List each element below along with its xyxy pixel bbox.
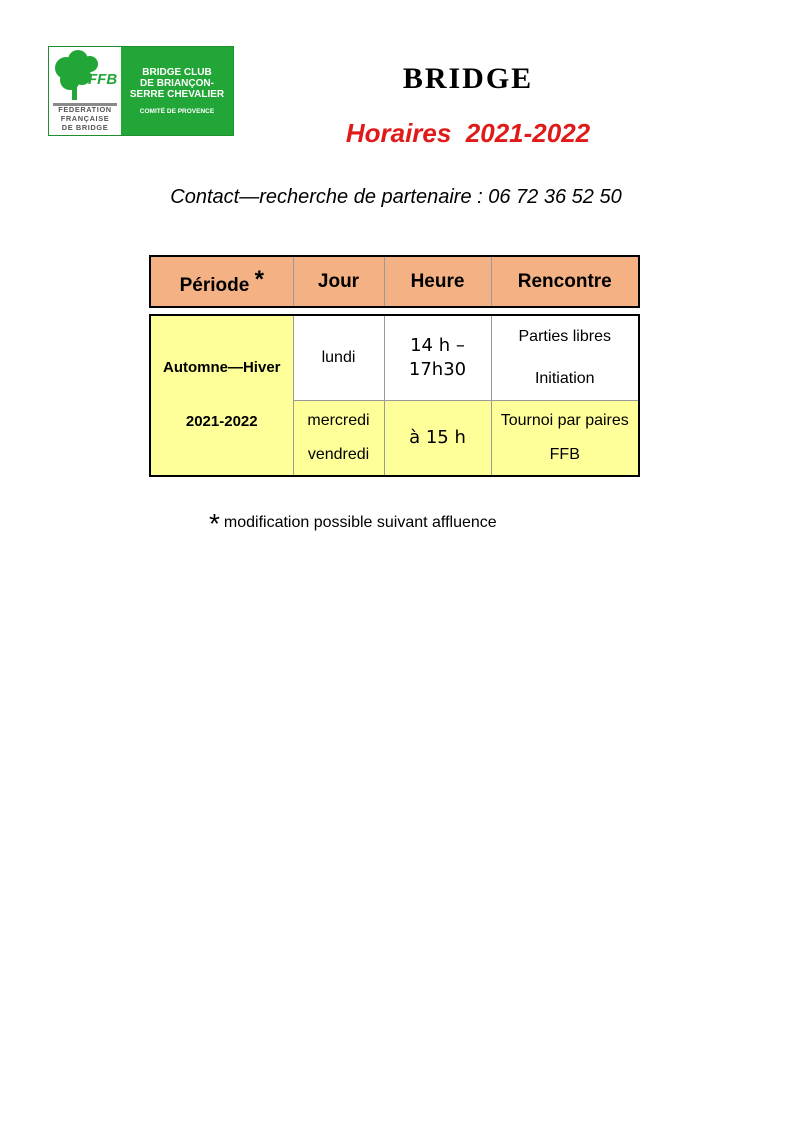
schedule-table (149, 314, 640, 477)
periode-cell: Automne—Hiver 2021-2022 (150, 315, 293, 476)
tree-icon (52, 50, 118, 102)
header-heure: Heure (384, 256, 491, 307)
asterisk-icon: * (254, 266, 264, 293)
footnote-text: modification possible suivant affluence (223, 514, 497, 531)
page-title: BRIDGE (402, 62, 534, 95)
rencontre-cell: Tournoi par paires FFB (491, 401, 639, 476)
club-name: BRIDGE CLUB DE BRIANÇON- SERRE CHEVALIER (129, 67, 225, 100)
comite-label: COMITÉ DE PROVENCE (139, 108, 215, 115)
page-subtitle: Horaires 2021-2022 (345, 118, 591, 148)
header-periode: Période * (150, 256, 293, 307)
contact-line: Contact—recherche de partenaire : 06 72 36 52 50 (170, 186, 622, 208)
asterisk-icon: * (209, 508, 220, 539)
club-name-panel (121, 47, 233, 135)
ffb-club-logo (48, 46, 234, 136)
federation-label: FEDERATION FRANÇAISE DE BRIDGE (58, 105, 112, 132)
jour-cell: mercredi vendredi (293, 401, 384, 476)
header-jour: Jour (293, 256, 384, 307)
header-rencontre: Rencontre (491, 256, 639, 307)
rencontre-cell: Parties libres Initiation (491, 315, 639, 401)
table-row (150, 315, 639, 401)
ffb-emblem (49, 47, 121, 135)
footnote (209, 508, 497, 540)
ffb-mark: FFB (88, 71, 118, 88)
heure-cell: 14 h – 17h30 (384, 315, 491, 401)
jour-cell: lundi (293, 315, 384, 401)
heure-cell: à 15 h (384, 401, 491, 476)
schedule-header (149, 255, 640, 308)
